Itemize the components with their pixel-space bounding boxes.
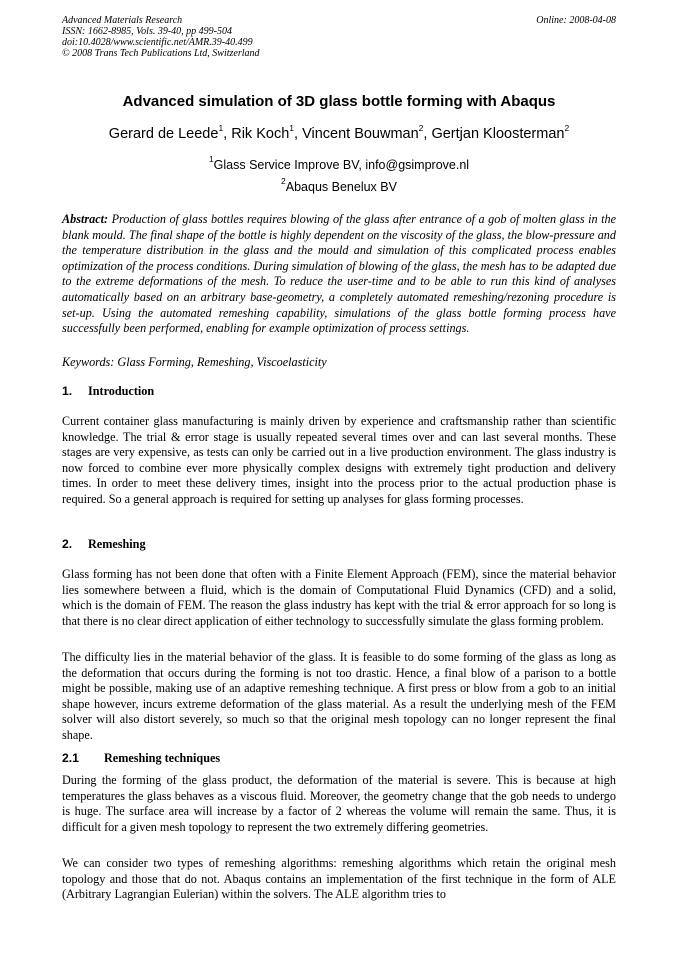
affiliation bbox=[0, 176, 678, 195]
journal-name: Advanced Materials Research bbox=[62, 15, 183, 26]
author-name: Rik Koch bbox=[231, 126, 290, 142]
author-affiliation-mark: 1 bbox=[218, 123, 224, 133]
paragraph: Glass forming has not been done that often with a Finite Element Approach (FEM), since the material behavior lies somewhere between a fluid, which is the domain of Computational Fluid Dynamics (CFD) and a solid, which is the domain of FEM. The reason the glass industry has kept with the trial & error approach for so long is that there is no clear direct application of either technology to successfully simulate the glass forming problem. bbox=[62, 567, 616, 628]
affiliation-mark: 1 bbox=[208, 154, 214, 164]
author-name: Gerard de Leede bbox=[108, 126, 219, 142]
publication-header bbox=[62, 15, 616, 59]
affiliation-text: Glass Service Improve BV, info@gsimprove.nl bbox=[213, 158, 470, 172]
paper-title: Advanced simulation of 3D glass bottle forming with Abaqus bbox=[122, 93, 556, 110]
subsection-heading-remeshing-techniques bbox=[62, 751, 616, 766]
author-affiliation-mark: 1 bbox=[289, 123, 294, 133]
author-affiliation-mark: 2 bbox=[564, 123, 570, 133]
doi-line: doi:10.4028/www.scientific.net/AMR.39-40.499 bbox=[62, 37, 253, 48]
abstract bbox=[62, 212, 616, 337]
author-list: Gerard de Leede$^1$, Rik Koch$^1$, Vincent Bouwman$^2$, Gertjan Kloosterman$^2$ bbox=[108, 123, 570, 142]
section-heading-introduction bbox=[62, 384, 616, 399]
abstract-label: Abstract: bbox=[62, 212, 109, 226]
author-name: Vincent Bouwman bbox=[302, 126, 419, 142]
paragraph: We can consider two types of remeshing algorithms: remeshing algorithms which retain the original mesh topology and those that do not. Abaqus contains an implementation of the first technique in the form of ALE (Arbitrary Lagrangian Eulerian) within the solvers. The ALE algorithm tries to bbox=[62, 856, 616, 902]
author-affiliation-mark: 2 bbox=[418, 123, 424, 133]
issn-line: ISSN: 1662-8985, Vols. 39-40, pp 499-504 bbox=[62, 26, 232, 37]
online-date: Online: 2008-04-08 bbox=[536, 15, 616, 26]
author-name: Gertjan Kloosterman bbox=[431, 126, 565, 142]
section-number: 2.1 bbox=[62, 751, 79, 765]
keywords: Keywords: Glass Forming, Remeshing, Viscoelasticity bbox=[62, 355, 327, 369]
paragraph: During the forming of the glass product, the deformation of the material is severe. This is because at high temperatures the glass behaves as a viscous fluid. Moreover, the geometry change that the gob needs to undergo is huge. The surface area will increase by a factor of 2 whereas the volume will remain the same. Thus, it is difficult for a given mesh topology to represent the two extremely differing geometries. bbox=[62, 773, 616, 834]
paragraph: Current container glass manufacturing is mainly driven by experience and craftsmanship rather than scientific knowledge. The trial & error stage is usually repeated several times over and can last several months. These stages are very expensive, as tests can only be carried out in a live production environment. The glass industry is now forced to combine ever more physically complex designs with extremely tight production and delivery times. In order to meet these delivery times, insight into the process prior to the actual production phase is required. So a general approach is required for setting up analyses for glass forming processes. bbox=[62, 414, 616, 506]
affiliation-text: Abaqus Benelux BV bbox=[285, 180, 397, 194]
section-title: Remeshing techniques bbox=[104, 751, 221, 765]
paragraph: The difficulty lies in the material behavior of the glass. It is feasible to do some forming of the glass as long as the deformation that occurs during the forming is not too drastic. Hence, a final blow of a parison to a bottle might be possible, making use of an adaptive remeshing technique. A first press or blow from a gob to an initial shape however, incurs extreme deformation of the glass material. As a result the underlying mesh of the FEM solver will also distort severely, so much so that the original mesh topology can no longer represent the final shape. bbox=[62, 650, 616, 742]
section-number: 2. bbox=[62, 537, 73, 551]
section-heading-remeshing bbox=[62, 537, 616, 552]
section-number: 1. bbox=[62, 384, 73, 398]
affiliation bbox=[0, 154, 678, 173]
copyright-line: © 2008 Trans Tech Publications Ltd, Switzerland bbox=[62, 48, 260, 59]
affiliation-mark: 2 bbox=[281, 176, 286, 186]
section-title: Introduction bbox=[88, 384, 155, 398]
section-title: Remeshing bbox=[88, 537, 146, 551]
abstract-text: Production of glass bottles requires blowing of the glass after entrance of a gob of molten glass in the blank mould. The final shape of the bottle is highly dependent on the viscosity of the glass, the blow-pressure and the temperature distribution in the glass and the mould and simulation of this complicated process enables optimization of the process conditions. During simulation of blowing of the glass, the mesh has to be adapted due to the extreme deformations of the mesh. To reduce the user-time and to be able to run this kind of analyses automatically based on an arbitrary base-geometry, a completely automated remeshing/rezoning procedure is set-up. Using the automated remeshing capability, simulations of the glass bottle forming process have successfully been performed, enabling for example optimization of process settings. bbox=[62, 212, 617, 336]
